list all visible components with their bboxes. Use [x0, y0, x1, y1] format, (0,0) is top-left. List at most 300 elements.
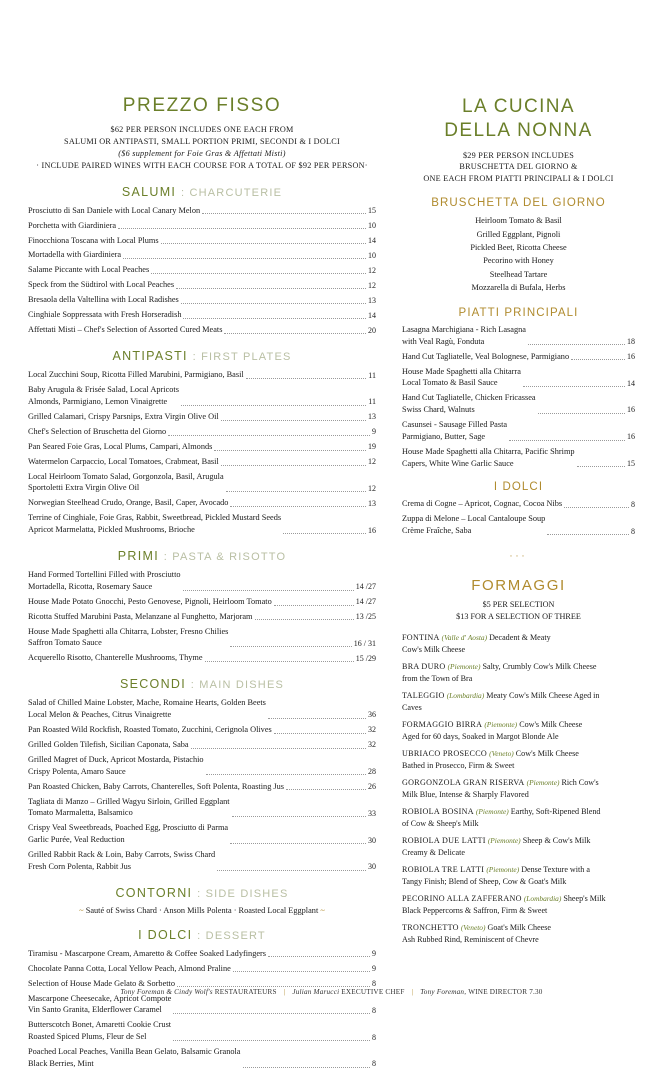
item-price: 12	[368, 265, 376, 275]
footer-divider-icon: |	[411, 988, 414, 996]
section-subtitle: : CHARCUTERIE	[180, 186, 283, 199]
item-name-line2: Capers, White Wine Garlic Sauce	[402, 458, 514, 468]
item-name	[28, 754, 204, 778]
cheese-item	[402, 661, 635, 684]
item-name: Grilled Golden Tilefish, Sicilian Caponata, Saba	[28, 739, 189, 749]
item-price: 14	[368, 235, 376, 245]
menu-item	[28, 796, 376, 820]
section-heading-formaggi: FORMAGGI	[471, 576, 566, 594]
cheese-desc: Sheep & Cow's Milk	[522, 836, 591, 846]
item-name-line2: Vin Santo Granita, Elderflower Caramel	[28, 1005, 162, 1015]
cheese-desc: Meaty Cow's Milk Cheese Aged in	[486, 691, 600, 701]
dot-leader	[168, 430, 370, 435]
item-price: 11	[368, 370, 376, 380]
item-price: 9	[372, 964, 376, 974]
dot-leader	[226, 487, 366, 492]
menu-item	[28, 963, 376, 975]
dot-leader	[255, 615, 354, 620]
item-name-line1: Mascarpone Cheesecake, Apricot Compote	[28, 993, 172, 1003]
cheese-item	[402, 806, 635, 829]
item-price: 18	[627, 337, 635, 346]
section-heading-salumi	[28, 185, 376, 199]
cheese-item	[402, 777, 635, 800]
cheese-desc: Dense Texture with a	[521, 865, 590, 875]
item-name	[402, 446, 575, 470]
menu-item	[28, 1019, 376, 1043]
item-name: Ricotta Stuffed Marubini Pasta, Melanzane al Funghetto, Marjoram	[28, 611, 253, 621]
item-price: 10	[368, 250, 376, 260]
dot-leader	[224, 329, 366, 334]
section-title: ANTIPASTI	[112, 349, 188, 364]
footer-wine: Tony Foreman,	[420, 988, 467, 996]
dot-leader	[230, 839, 366, 844]
item-name-line2: Crème Fraîche, Saba	[402, 526, 472, 536]
item-name-line1: Hand Cut Tagliatelle, Chicken Fricassea	[402, 393, 536, 403]
item-name-line1: Lasagna Marchigiana - Rich Lasagna	[402, 324, 526, 334]
item-name-line1: Hand Formed Tortellini Filled with Prosciutto	[28, 569, 181, 579]
item-name-line2: Local Melon & Peaches, Citrus Vinaigrette	[28, 709, 172, 719]
item-name-line1: Grilled Rabbit Rack & Loin, Baby Carrots, Swiss Chard	[28, 850, 216, 860]
item-name	[28, 1046, 241, 1070]
section-title: SECONDI	[119, 677, 187, 692]
menu-item	[402, 419, 635, 443]
menu-item	[28, 781, 376, 793]
dot-leader	[173, 1009, 370, 1014]
dot-leader	[243, 1062, 371, 1067]
item-price: 8	[631, 499, 635, 509]
cucina-title-line1: LA CUCINA	[462, 96, 575, 117]
dot-leader	[286, 785, 366, 790]
item-name: Finocchiona Toscana with Local Plums	[28, 235, 159, 245]
cheese-region: (Piemonte)	[447, 662, 481, 672]
section-title: PRIMI	[117, 548, 159, 563]
menu-item	[28, 426, 376, 438]
cheese-desc-line2: from the Town of Bra	[402, 673, 473, 683]
prezzo-fisso-wine-pairing: · INCLUDE PAIRED WINES WITH EACH COURSE FOR A TOTAL OF $92 PER PERSON·	[36, 160, 368, 170]
dot-leader	[523, 382, 625, 387]
item-name: Pan Roasted Chicken, Baby Carrots, Chanterelles, Soft Polenta, Roasting Jus	[28, 781, 285, 791]
menu-item	[28, 294, 376, 306]
dot-leader	[202, 209, 366, 214]
item-name	[28, 471, 224, 495]
item-name: Cinghiale Soppressata with Fresh Horseradish	[28, 310, 182, 320]
item-name	[28, 796, 230, 820]
menu-item	[402, 324, 635, 348]
cheese-desc-line2: Black Peppercorns & Saffron, Firm & Sweet	[402, 905, 548, 915]
menu-item	[28, 249, 376, 261]
item-name: Norwegian Steelhead Crudo, Orange, Basil, Caper, Avocado	[28, 498, 229, 508]
item-price: 8	[372, 1059, 376, 1069]
dot-leader	[123, 254, 366, 259]
menu-item	[28, 369, 376, 381]
menu-item	[28, 441, 376, 453]
formaggi-price-trio: $13 FOR A SELECTION OF THREE	[456, 612, 581, 622]
section-title: CONTORNI	[115, 885, 193, 900]
dot-leader	[177, 982, 370, 987]
dot-leader	[221, 460, 366, 465]
item-name-line2: Mortadella, Ricotta, Rosemary Sauce	[28, 581, 153, 591]
item-name: Tiramisu - Mascarpone Cream, Amaretto & Coffee Soaked Ladyfingers	[28, 948, 267, 958]
cucina-title-line2: DELLA NONNA	[444, 119, 593, 141]
item-name-line2: Almonds, Parmigiano, Lemon Vinaigrette	[28, 396, 168, 406]
item-name-line1: Terrine of Cinghiale, Foie Gras, Rabbit, Sweetbread, Pickled Mustard Seeds	[28, 513, 282, 523]
item-name: Pan Seared Foie Gras, Local Plums, Campari, Almonds	[28, 441, 213, 451]
item-price: 15 /29	[355, 653, 376, 663]
item-price: 16	[627, 351, 635, 361]
cheese-desc-line2: Tangy Finish; Blend of Sheep, Cow & Goat's Milk	[402, 876, 567, 886]
cheese-name: ROBIOLA DUE LATTI	[402, 836, 486, 846]
dot-leader	[509, 435, 625, 440]
item-price: 12	[368, 457, 376, 467]
section-heading-bruschetta: BRUSCHETTA DEL GIORNO	[431, 197, 606, 210]
cheese-item	[402, 922, 635, 945]
cheese-name: PECORINO ALLA ZAFFERANO	[402, 894, 522, 904]
item-name-line2: Local Tomato & Basil Sauce	[402, 378, 498, 388]
menu-item	[28, 611, 376, 623]
menu-item	[402, 446, 635, 470]
cheese-name: FORMAGGIO BIRRA	[402, 720, 483, 730]
item-name: Acquerello Risotto, Chanterelle Mushrooms, Thyme	[28, 653, 203, 663]
cucina-sub3: ONE EACH FROM PIATTI PRINCIPALI & I DOLCI	[423, 174, 614, 184]
cheese-desc-line2: Cow's Milk Cheese	[402, 644, 466, 654]
item-name	[28, 1019, 171, 1043]
cheese-desc-line2: Milk Blue, Intense & Sharply Flavored	[402, 789, 529, 799]
item-price: 14 /27	[355, 582, 376, 592]
item-name: Selection of House Made Gelato & Sorbetto	[28, 978, 176, 988]
item-price: 14 /27	[355, 597, 376, 607]
item-name: Grilled Calamari, Crispy Parsnips, Extra Virgin Olive Oil	[28, 411, 219, 421]
section-subtitle: : SIDE DISHES	[197, 887, 289, 900]
dot-leader	[274, 600, 354, 605]
cheese-item	[402, 864, 635, 887]
menu-item	[402, 513, 635, 537]
dot-leader	[217, 866, 366, 871]
cheese-name: ROBIOLA TRE LATTI	[402, 865, 485, 875]
item-name-line1: Butterscotch Bonet, Amaretti Cookie Crust	[28, 1020, 172, 1030]
section-title: I DOLCI	[138, 927, 193, 942]
menu-item	[28, 1046, 376, 1070]
item-price: 10	[368, 220, 376, 230]
item-name-line1: Crispy Veal Sweetbreads, Poached Egg, Prosciutto di Parma	[28, 823, 229, 833]
item-name-line2: Swiss Chard, Walnuts	[402, 405, 475, 415]
dot-leader	[547, 530, 629, 535]
dot-leader	[181, 400, 366, 405]
item-name-line2: Sportoletti Extra Virgin Olive Oil	[28, 483, 140, 493]
section-subtitle: : FIRST PLATES	[192, 351, 292, 364]
item-price: 15	[368, 205, 376, 215]
cheese-desc: Earthy, Soft-Ripened Blend	[510, 807, 601, 817]
formaggi-price-single: $5 PER SELECTION	[482, 599, 555, 609]
flourish-left-icon: ~	[79, 905, 84, 915]
dot-leader	[268, 714, 366, 719]
cheese-item	[402, 748, 635, 771]
item-price: 14	[627, 378, 635, 388]
cheese-region: (Piemonte)	[484, 720, 518, 730]
item-name-line2: Black Berries, Mint	[28, 1058, 94, 1068]
section-heading-piatti-principali: PIATTI PRINCIPALI	[458, 306, 579, 319]
cheese-item	[402, 719, 635, 742]
cheese-name: TRONCHETTO	[402, 923, 459, 933]
menu-item	[28, 512, 376, 536]
contorni-text: Sauté of Swiss Chard · Anson Mills Polenta · Roasted Local Eggplant	[85, 905, 319, 915]
dot-leader	[577, 462, 625, 467]
item-price: 16 / 31	[353, 638, 376, 648]
contorni-list	[28, 906, 376, 915]
dot-leader	[571, 355, 625, 360]
dot-leader	[268, 952, 370, 957]
item-name	[402, 392, 536, 416]
cheese-desc-line2: of Cow & Sheep's Milk	[402, 818, 479, 828]
item-price: 26	[368, 782, 376, 792]
cucina-sub2: BRUSCHETTA DEL GIORNO &	[459, 162, 578, 172]
item-name	[28, 849, 215, 873]
cheese-name: GORGONZOLA GRAN RISERVA	[402, 778, 525, 788]
dot-leader	[151, 269, 366, 274]
item-price: 13	[368, 295, 376, 305]
footer-chef-role: EXECUTIVE CHEF	[341, 988, 405, 996]
list-item: Grilled Eggplant, Pignoli	[476, 229, 561, 239]
menu-item	[28, 652, 376, 664]
item-price: 16	[627, 405, 635, 415]
item-name-line2: Saffron Tomato Sauce	[28, 638, 102, 648]
list-item: Pecorino with Honey	[483, 256, 554, 266]
dot-leader	[221, 415, 366, 420]
footer-date: 7.30	[529, 988, 543, 996]
menu-item	[28, 497, 376, 509]
cheese-name: ROBIOLA BOSINA	[402, 807, 474, 817]
item-name-line1: Zuppa di Melone – Local Cantaloupe Soup	[402, 514, 546, 524]
menu-item	[28, 569, 376, 593]
item-name-line1: Salad of Chilled Maine Lobster, Mache, Romaine Hearts, Golden Beets	[28, 698, 266, 708]
bruschetta-list	[402, 214, 635, 295]
dot-leader	[206, 770, 366, 775]
cheese-desc: Sheep's Milk	[563, 894, 606, 904]
item-name: Crema di Cogne – Apricot, Cognac, Cocoa Nibs	[402, 499, 563, 509]
menu-item	[28, 279, 376, 291]
menu-item	[28, 849, 376, 873]
prezzo-fisso-line1: $62 PER PERSON INCLUDES ONE EACH FROM	[110, 125, 294, 134]
cheese-desc-line2: Creamy & Delicate	[402, 847, 465, 857]
cheese-region: (Piemonte)	[486, 865, 520, 875]
menu-item	[402, 498, 635, 510]
item-price: 32	[368, 740, 376, 750]
dot-leader	[232, 812, 366, 817]
item-name-line1: Poached Local Peaches, Vanilla Bean Gelato, Balsamic Granola	[28, 1047, 241, 1057]
item-price: 32	[368, 725, 376, 735]
menu-item	[28, 384, 376, 408]
dot-leader	[230, 502, 366, 507]
cheese-item	[402, 835, 635, 858]
cheese-desc: Cow's Milk Cheese	[515, 749, 579, 759]
item-price: 30	[368, 835, 376, 845]
item-price: 30	[368, 862, 376, 872]
item-name-line2: Tomato Marmaletta, Balsamico	[28, 808, 133, 818]
menu-item	[28, 264, 376, 276]
item-price: 16	[627, 432, 635, 442]
menu-item	[28, 724, 376, 736]
item-name	[402, 324, 526, 348]
item-name-line1: House Made Spaghetti alla Chitarra, Lobster, Fresno Chilies	[28, 626, 229, 636]
dot-leader	[230, 642, 351, 647]
menu-item	[28, 596, 376, 608]
cheese-name: TALEGGIO	[402, 691, 445, 701]
item-price: 11	[368, 397, 376, 407]
item-name: Chef's Selection of Bruschetta del Giorno	[28, 426, 167, 436]
item-name	[28, 822, 228, 846]
list-item: Heirloom Tomato & Basil	[475, 216, 562, 226]
cheese-desc: Goat's Milk Cheese	[487, 923, 552, 933]
item-name: House Made Potato Gnocchi, Pesto Genovese, Pignoli, Heirloom Tomato	[28, 596, 272, 606]
cheese-desc: Cow's Milk Cheese	[519, 720, 583, 730]
item-name-line1: House Made Spaghetti alla Chitarra	[402, 366, 521, 376]
section-heading-contorni	[28, 886, 376, 900]
item-name	[28, 384, 179, 408]
section-heading-primi	[28, 549, 376, 563]
dot-leader	[176, 284, 366, 289]
item-name: Affettati Misti – Chef's Selection of Assorted Cured Meats	[28, 325, 223, 335]
menu-item	[402, 392, 635, 416]
item-name-line2: Crispy Polenta, Amaro Sauce	[28, 766, 126, 776]
item-price: 9	[372, 949, 376, 959]
section-subtitle: : PASTA & RISOTTO	[163, 550, 287, 563]
prezzo-fisso-line2: SALUMI OR ANTIPASTI, SMALL PORTION PRIMI, SECONDI & I DOLCI	[64, 136, 340, 146]
footer-owners-role: RESTAURATEURS	[214, 988, 277, 996]
dot-leader	[118, 224, 366, 229]
cheese-desc: Salty, Crumbly Cow's Milk Cheese	[482, 662, 597, 672]
item-name: Hand Cut Tagliatelle, Veal Bolognese, Parmigiano	[402, 351, 570, 361]
dot-leader	[538, 409, 625, 414]
cucina-sub1: $29 PER PERSON INCLUDES	[462, 150, 575, 160]
item-name	[28, 626, 228, 650]
cheese-region: (Lombardia)	[523, 894, 562, 904]
item-price: 8	[372, 979, 376, 989]
section-heading-secondi	[28, 677, 376, 691]
item-name	[28, 569, 181, 593]
ornament-separator: ···	[509, 550, 528, 561]
dot-leader	[191, 744, 366, 749]
item-name	[28, 993, 171, 1017]
cheese-region: (Piemonte)	[487, 836, 521, 846]
cheese-region: (Valle d' Aosta)	[441, 633, 488, 643]
dot-leader	[173, 1036, 370, 1041]
item-price: 12	[368, 280, 376, 290]
item-name-line1: Local Heirloom Tomato Salad, Gorgonzola, Basil, Arugula	[28, 471, 224, 481]
item-price: 13	[368, 498, 376, 508]
menu-item	[28, 411, 376, 423]
item-price: 9	[372, 427, 376, 437]
flourish-right-icon: ~	[320, 905, 325, 915]
cheese-region: (Piemonte)	[475, 807, 509, 817]
item-name-line1: Tagliata di Manzo – Grilled Wagyu Sirloin, Grilled Eggplant	[28, 796, 230, 806]
menu-item	[28, 471, 376, 495]
dot-leader	[183, 314, 366, 319]
footer-divider-icon: |	[283, 988, 286, 996]
dot-leader	[246, 374, 367, 379]
item-name-line2: Garlic Purée, Veal Reduction	[28, 835, 125, 845]
item-name: Speck from the Südtirol with Local Peaches	[28, 280, 175, 290]
item-name-line2: Fresh Corn Polenta, Rabbit Jus	[28, 861, 132, 871]
dot-leader	[183, 585, 354, 590]
menu-item	[28, 822, 376, 846]
section-heading-dolci-right: I DOLCI	[493, 481, 544, 494]
dot-leader	[233, 967, 370, 972]
item-name	[402, 513, 545, 537]
item-name: Porchetta with Giardiniera	[28, 220, 117, 230]
dot-leader	[274, 729, 366, 734]
item-price: 13 /25	[355, 612, 376, 622]
list-item: Pickled Beet, Ricotta Cheese	[470, 243, 567, 253]
item-price: 8	[372, 1032, 376, 1042]
menu-item	[28, 456, 376, 468]
dot-leader	[528, 340, 625, 345]
item-name-line1: Casunsei - Sausage Filled Pasta	[402, 420, 508, 430]
section-subtitle: : MAIN DISHES	[190, 679, 285, 692]
item-price: 8	[631, 526, 635, 536]
section-title: SALUMI	[121, 184, 177, 199]
item-price: 15	[627, 458, 635, 468]
cheese-name: BRA DURO	[402, 662, 446, 672]
item-price: 12	[368, 483, 376, 493]
item-name: Chocolate Panna Cotta, Local Yellow Peach, Almond Praline	[28, 963, 231, 973]
item-price: 28	[368, 767, 376, 777]
menu-item	[28, 235, 376, 247]
item-name-line2: Parmigiano, Butter, Sage	[402, 431, 486, 441]
cheese-region: (Veneto)	[460, 923, 486, 933]
menu-item	[28, 309, 376, 321]
item-name-line1: House Made Spaghetti alla Chitarra, Pacific Shrimp	[402, 446, 575, 456]
cheese-item	[402, 690, 635, 713]
item-name: Watermelon Carpaccio, Local Tomatoes, Crabmeat, Basil	[28, 456, 219, 466]
dot-leader	[181, 299, 366, 304]
cheese-item	[402, 893, 635, 916]
section-subtitle: : DESSERT	[197, 929, 266, 942]
page-footer	[0, 988, 663, 996]
cheese-desc: Decadent & Meaty	[489, 633, 551, 643]
item-name	[28, 697, 266, 721]
menu-item	[28, 205, 376, 217]
item-price: 36	[368, 710, 376, 720]
item-price: 13	[368, 412, 376, 422]
list-item: Mozzarella di Bufala, Herbs	[471, 283, 566, 293]
item-name-line1: Grilled Magret of Duck, Apricot Mostarda, Pistachio	[28, 754, 204, 764]
dot-leader	[283, 529, 366, 534]
cheese-desc-line2: Ash Rubbed Rind, Reminiscent of Chevre	[402, 934, 539, 944]
item-name	[402, 419, 507, 443]
left-column	[28, 95, 376, 1073]
section-heading-antipasti	[28, 349, 376, 363]
dot-leader	[214, 445, 366, 450]
list-item: Steelhead Tartare	[489, 269, 548, 279]
item-name-line1: Baby Arugula & Frisée Salad, Local Apricots	[28, 385, 179, 395]
item-name-line2: with Veal Ragù, Fonduta	[402, 336, 485, 346]
footer-chef: Julian Marucci	[292, 988, 340, 996]
menu-item	[28, 697, 376, 721]
cheese-desc-line2: Bathed in Prosecco, Firm & Sweet	[402, 760, 515, 770]
menu-item	[28, 754, 376, 778]
item-name	[402, 366, 521, 390]
item-name: Local Zucchini Soup, Ricotta Filled Marubini, Parmigiano, Basil	[28, 370, 244, 380]
dot-leader	[161, 239, 366, 244]
item-name: Salame Piccante with Local Peaches	[28, 265, 150, 275]
item-name: Mortadella with Giardiniera	[28, 250, 122, 260]
dot-leader	[564, 503, 629, 508]
item-name: Bresaola della Valtellina with Local Radishes	[28, 295, 179, 305]
formaggi-pricing	[402, 599, 635, 624]
item-price: 19	[368, 442, 376, 452]
menu-item	[402, 366, 635, 390]
menu-item	[28, 948, 376, 960]
item-name: Pan Roasted Wild Rockfish, Roasted Tomato, Zucchini, Cerignola Olives	[28, 724, 272, 734]
